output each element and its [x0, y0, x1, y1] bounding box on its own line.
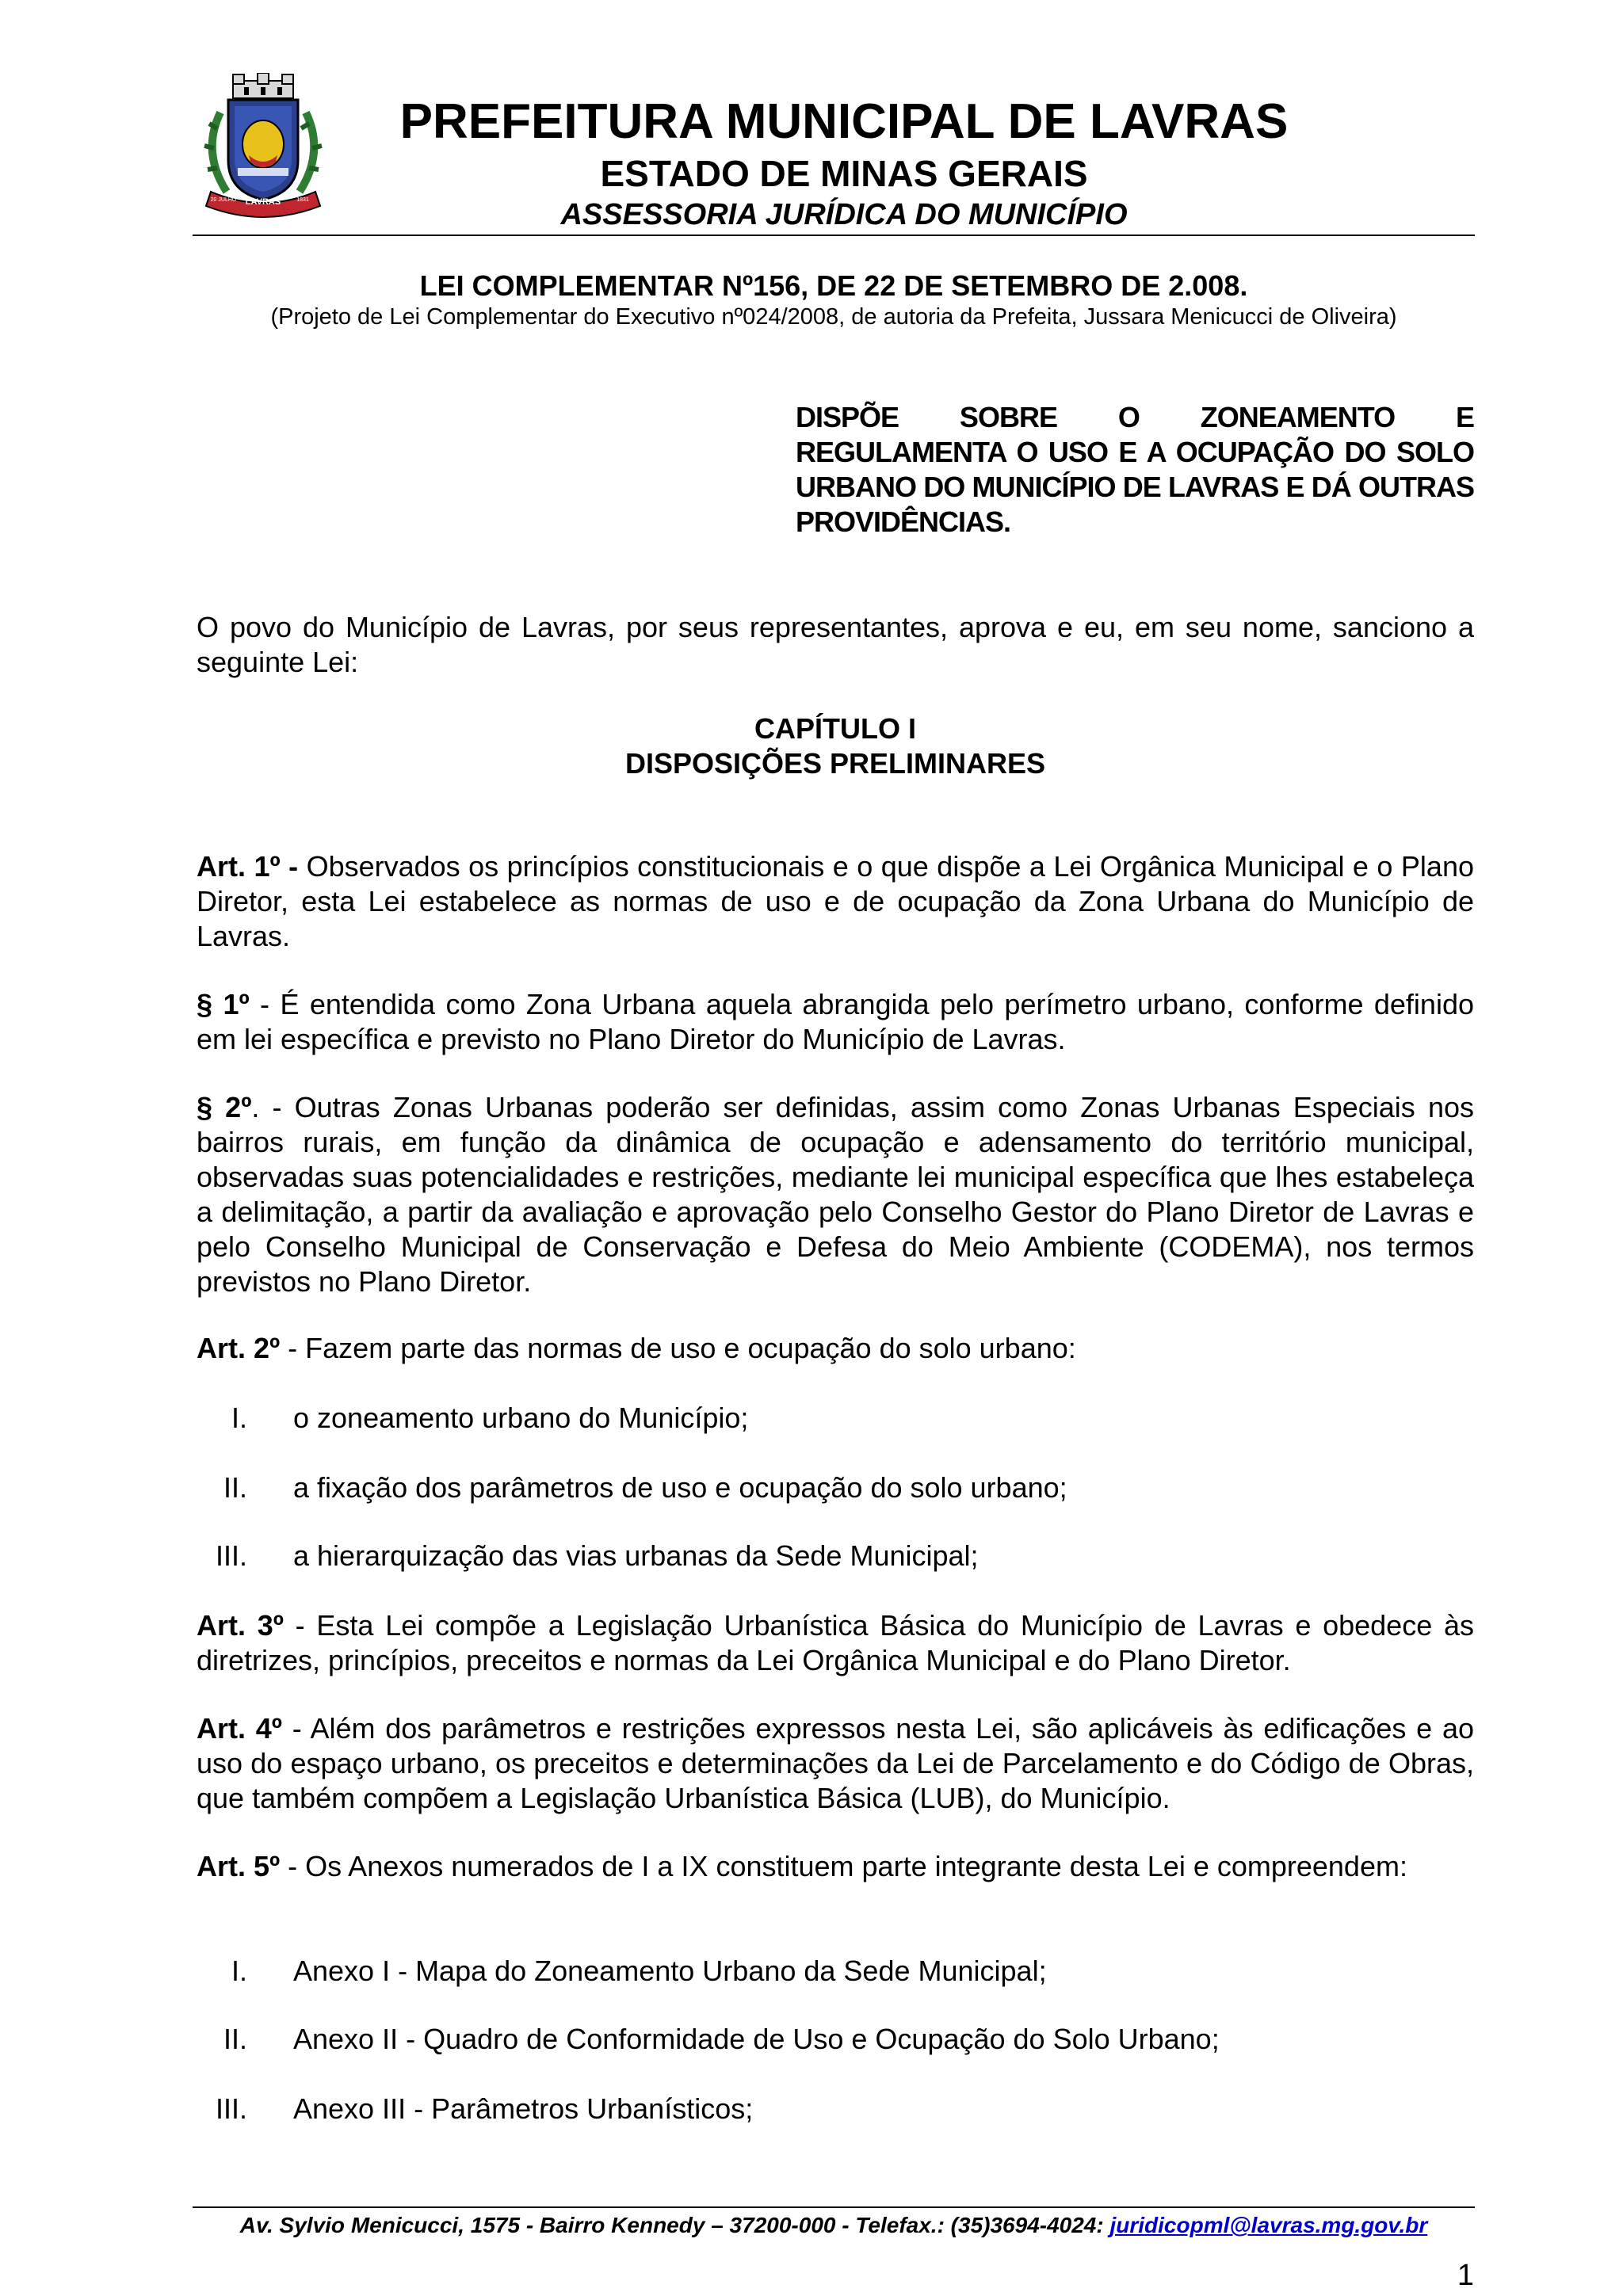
article-3-label: Art. 3º: [197, 1609, 284, 1642]
article-2-label: Art. 2º: [197, 1332, 281, 1364]
chapter-number: CAPÍTULO I: [754, 712, 916, 745]
page-number: 1: [1457, 2259, 1474, 2292]
list-item: [197, 2092, 1474, 2126]
list-item-number: III.: [215, 1539, 247, 1572]
footer-contact: [193, 2212, 1475, 2239]
list-item-text: Anexo I - Mapa do Zoneamento Urbano da Sede Municipal;: [293, 1955, 1047, 1987]
law-ementa: DISPÕE SOBRE O ZONEAMENTO E REGULAMENTA O USO E A OCUPAÇÃO DO SOLO URBANO DO MUNICÍPIO DE LAVRAS E DÁ OUTRAS PROVIDÊNCIAS.: [796, 401, 1474, 538]
article-5-text: - Os Anexos numerados de I a IX constituem parte integrante desta Lei e compreendem:: [280, 1850, 1407, 1882]
list-item-text: a hierarquização das vias urbanas da Sede Municipal;: [293, 1539, 979, 1572]
article-4-text: - Além dos parâmetros e restrições expressos nesta Lei, são aplicáveis às edificações e ao uso do espaço urbano, os preceitos e determinações da Lei de Parcelamento e do Código de Obras, que também compõem a Legislação Urbanística Básica (LUB), do Município.: [197, 1712, 1475, 1814]
list-item-text: Anexo II - Quadro de Conformidade de Uso e Ocupação do Solo Urbano;: [293, 2023, 1220, 2055]
crest-banner-text: LAVRAS: [245, 197, 281, 207]
paragraph-2-text: . - Outras Zonas Urbanas poderão ser definidas, assim como Zonas Urbanas Especiais nos bairros rurais, em função da dinâmica de ocupação e adensamento do território municipal, observadas suas potencialidades e restrições, mediante lei municipal específica que lhes estabeleça a delimitação, a partir da avaliação e aprovação pelo Conselho Gestor do Plano Diretor de Lavras e pelo Conselho Municipal de Conservação e Defesa do Meio Ambiente (CODEMA), nos termos previstos no Plano Diretor.: [197, 1091, 1474, 1298]
crest-right-date: 1831: [296, 197, 309, 203]
article-1: [197, 849, 1474, 954]
header-divider: [193, 235, 1475, 236]
article-2-text: - Fazem parte das normas de uso e ocupação do solo urbano:: [280, 1332, 1076, 1364]
paragraph-1: [197, 987, 1474, 1057]
preamble: O povo do Município de Lavras, por seus representantes, aprova e eu, em seu nome, sanciono a seguinte Lei:: [197, 611, 1474, 678]
paragraph-2: [197, 1090, 1474, 1299]
list-item-number: II.: [223, 2023, 247, 2055]
law-subtitle: (Projeto de Lei Complementar do Executivo nº024/2008, de autoria da Prefeita, Jussara Menicucci de Oliveira): [270, 304, 1397, 330]
article-5: [197, 1849, 1474, 1884]
article-5-label: Art. 5º: [197, 1850, 281, 1882]
list-item-number: I.: [231, 1955, 247, 1987]
article-3-text: - Esta Lei compõe a Legislação Urbanística Básica do Município de Lavras e obedece às diretrizes, princípios, preceitos e normas da Lei Orgânica Municipal e do Plano Diretor.: [197, 1609, 1474, 1676]
article-3: [197, 1608, 1474, 1678]
chapter-name: DISPOSIÇÕES PRELIMINARES: [624, 747, 1046, 780]
list-item: [197, 2022, 1474, 2057]
list-item: [197, 1954, 1474, 1989]
list-item-text: a fixação dos parâmetros de uso e ocupação do solo urbano;: [293, 1471, 1067, 1504]
list-item: [197, 1470, 1474, 1505]
article-1-text: Observados os princípios constitucionais e o que dispõe a Lei Orgânica Municipal e o Plano Diretor, esta Lei estabelece as normas de uso e de ocupação da Zona Urbana do Município de Lavras.: [197, 850, 1474, 952]
footer-email-link[interactable]: juridicopml@lavras.mg.gov.br: [1109, 2213, 1428, 2237]
law-title: LEI COMPLEMENTAR Nº156, DE 22 DE SETEMBRO DE 2.008.: [419, 269, 1248, 302]
office-title: ASSESSORIA JURÍDICA DO MUNICÍPIO: [560, 198, 1128, 231]
article-4-label: Art. 4º: [197, 1712, 282, 1745]
list-item-number: I.: [231, 1402, 247, 1434]
paragraph-1-label: § 1º: [197, 988, 250, 1020]
shield: [228, 100, 298, 200]
list-item-number: II.: [223, 1471, 247, 1504]
list-item-text: Anexo III - Parâmetros Urbanísticos;: [293, 2092, 754, 2125]
paragraph-2-label: § 2º: [197, 1091, 252, 1123]
mural-crown: [233, 73, 293, 98]
state-title: ESTADO DE MINAS GERAIS: [600, 153, 1088, 194]
article-1-label: Art. 1º -: [197, 850, 299, 883]
list-item: [197, 1401, 1474, 1436]
footer-address: Av. Sylvio Menicucci, 1575 - Bairro Kennedy – 37200-000 - Telefax.: (35)3694-4024:: [239, 2213, 1110, 2237]
article-4: [197, 1711, 1474, 1816]
list-item-text: o zoneamento urbano do Município;: [293, 1402, 749, 1434]
coat-of-arms-logo: [197, 73, 330, 219]
paragraph-1-text: - É entendida como Zona Urbana aquela abrangida pelo perímetro urbano, conforme definido em lei específica e previsto no Plano Diretor do Município de Lavras.: [197, 988, 1474, 1055]
footer-divider: [193, 2206, 1475, 2208]
crest-left-date: 20 JULHO: [210, 197, 237, 203]
municipality-title: PREFEITURA MUNICIPAL DE LAVRAS: [399, 94, 1289, 149]
list-item-number: III.: [215, 2092, 247, 2125]
article-2: [197, 1331, 1474, 1366]
list-item: [197, 1539, 1474, 1573]
